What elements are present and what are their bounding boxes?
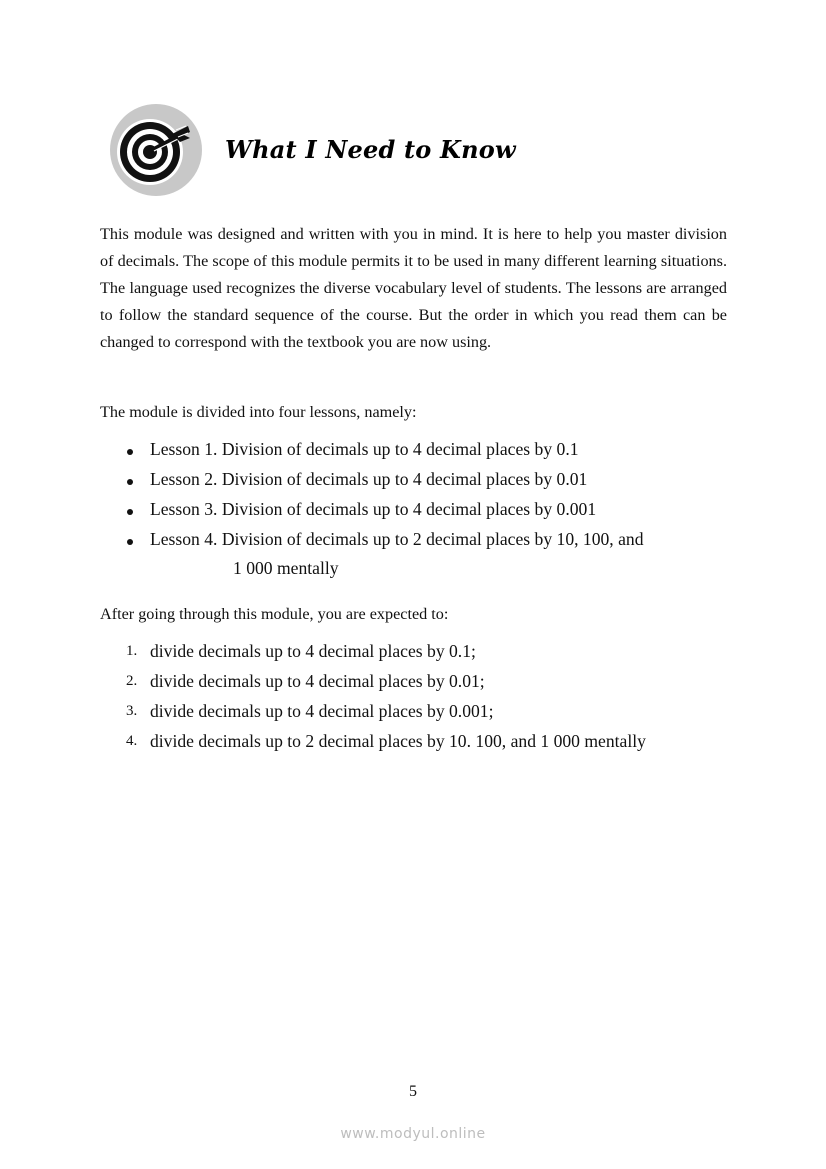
- bullet-icon: [124, 498, 140, 520]
- objective-number: 1.: [126, 643, 138, 659]
- objective-number: 3.: [126, 703, 138, 719]
- target-bullseye-icon: [110, 104, 202, 196]
- objective-text: divide decimals up to 4 decimal places by 0.01;: [150, 671, 485, 691]
- objective-text: divide decimals up to 4 decimal places by 0.1;: [150, 641, 476, 661]
- objective-text: divide decimals up to 2 decimal places by 10. 100, and 1 000 mentally: [150, 731, 646, 751]
- lesson-text: Lesson 4. Division of decimals up to 2 decimal places by 10, 100, and: [150, 529, 644, 549]
- lesson-text-continuation: 1 000 mentally: [233, 558, 339, 578]
- bullet-icon: [124, 528, 140, 550]
- lessons-lead-text: The module is divided into four lessons, namely:: [100, 403, 417, 421]
- lesson-text: Lesson 2. Division of decimals up to 4 decimal places by 0.01: [150, 469, 588, 489]
- section-title: What I Need to Know: [225, 135, 516, 164]
- section-header: [110, 104, 550, 196]
- lesson-text: Lesson 1. Division of decimals up to 4 decimal places by 0.1: [150, 439, 579, 459]
- intro-paragraph: This module was designed and written with you in mind. It is here to help you master division of decimals. The scope of this module permits it to be used in many different learning situations. The language used recognizes the diverse vocabulary level of students. The lessons are arranged to follow the standard sequence of the course. But the order in which you read them can be changed to correspond with the textbook you are now using.: [100, 225, 727, 351]
- objectives-lead-text: After going through this module, you are expected to:: [100, 605, 449, 623]
- lesson-text: Lesson 3. Division of decimals up to 4 decimal places by 0.001: [150, 499, 597, 519]
- page-number: 5: [409, 1083, 417, 1100]
- bullet-icon: [124, 468, 140, 490]
- objective-number: 4.: [126, 733, 138, 749]
- objective-text: divide decimals up to 4 decimal places by 0.001;: [150, 701, 494, 721]
- watermark-link[interactable]: www.modyul.online: [340, 1126, 486, 1142]
- objective-number: 2.: [126, 673, 138, 689]
- bullet-icon: [124, 438, 140, 460]
